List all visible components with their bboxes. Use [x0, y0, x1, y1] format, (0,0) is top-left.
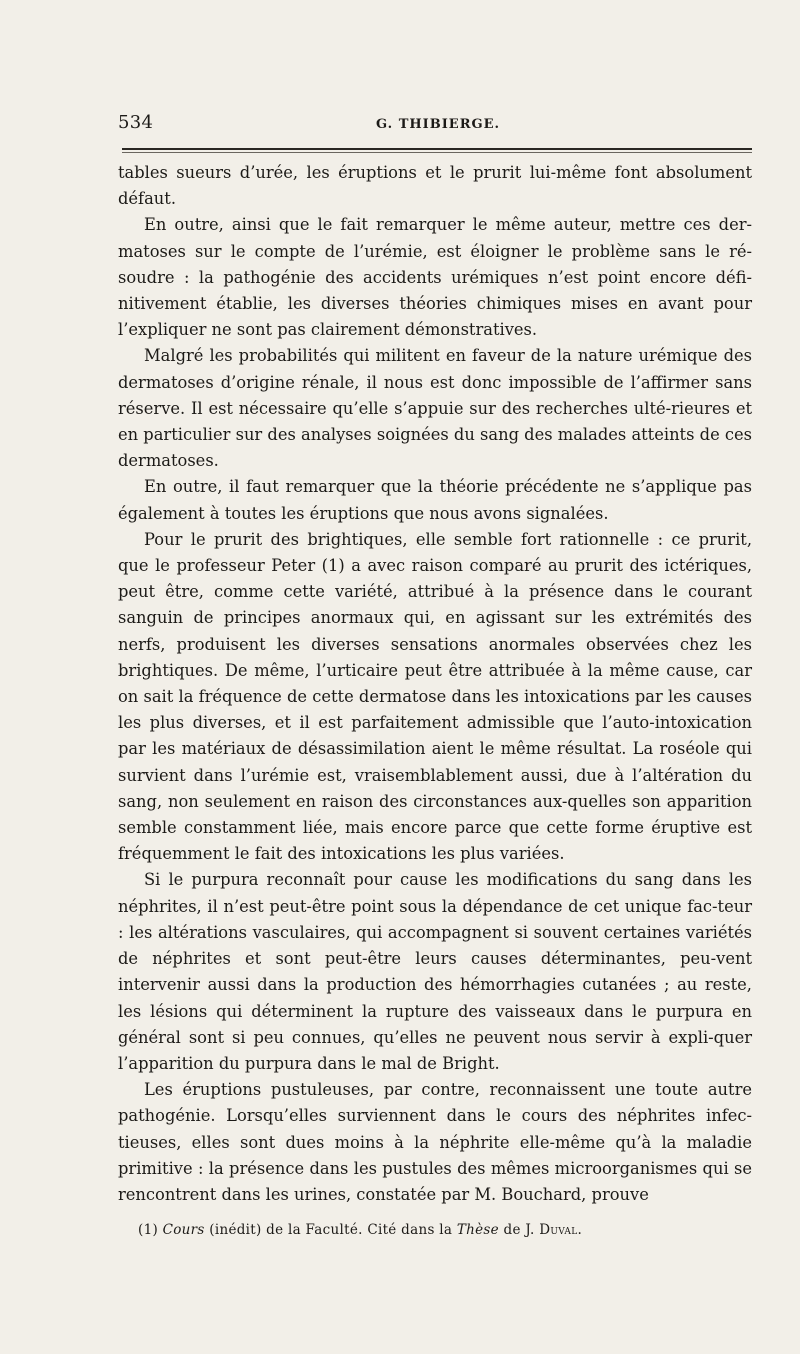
- header-rule-thin: [122, 152, 752, 153]
- footnote-text-end: de J.: [503, 1222, 535, 1238]
- running-head: G. THIBIERGE.: [376, 117, 501, 132]
- paragraph: En outre, il faut remarquer que la théorie précédente ne s’applique pas également à toutes les éruptions que nous avons signalées.: [118, 477, 752, 523]
- body-text: [118, 160, 752, 1208]
- paragraph: Pour le prurit des brightiques, elle semble fort rationnelle : ce prurit, que le professeur Peter (1) a avec raison comparé au prurit des ictériques, peut être, comme cette variété, attribué à la présence dans le courant sanguin de principes anormaux qui, en agissant sur les extrémités des nerfs, produisent les diverses sensations anormales observées chez les brightiques. De même, l’urticaire peut être attribuée à la même cause, car on sait la fréquence de cette dermatose dans les intoxications par les causes les plus diverses, et il est parfaitement admissible que l’auto-intoxication par les matériaux de désassimilation aient le même résultat. La roséole qui survient dans l’urémie est, vraisemblablement aussi, due à l’altération du sang, non seulement en raison des circonstances aux-quelles son apparition semble constamment liée, mais encore parce que cette forme éruptive est fréquemment le fait des intoxications les plus variées.: [118, 529, 752, 864]
- paragraph: tables sueurs d’urée, les éruptions et le prurit lui-même font absolument défaut.: [118, 163, 752, 209]
- page-number: 534: [118, 112, 154, 133]
- footnote-marker: (1): [138, 1222, 159, 1238]
- footnote: [138, 1221, 752, 1239]
- paragraph: Malgré les probabilités qui militent en faveur de la nature urémique des dermatoses d’origine rénale, il nous est donc impossible de l’affirmer sans réserve. Il est nécessaire qu’elle s’appuie sur des recherches ulté-rieures et en particulier sur des analyses soignées du sang des malades atteints de ces dermatoses.: [118, 346, 752, 471]
- page-header: [118, 112, 752, 138]
- header-rule: [122, 148, 752, 150]
- paragraph: Les éruptions pustuleuses, par contre, reconnaissent une toute autre pathogénie. Lorsqu’elles surviennent dans le cours des néphrites infec-tieuses, elles sont dues moins à la néphrite elle-même qu’à la maladie primitive : la présence dans les pustules des mêmes microorganismes qui se rencontrent dans les urines, constatée par M. Bouchard, prouve: [118, 1080, 752, 1204]
- footnote-title: Cours: [162, 1222, 205, 1238]
- footnote-text: (inédit) de la Faculté. Cité dans la: [209, 1222, 453, 1238]
- footnote-author: Duval.: [539, 1222, 583, 1238]
- paragraph: En outre, ainsi que le fait remarquer le même auteur, mettre ces der-matoses sur le compte de l’urémie, est éloigner le problème sans le ré-soudre : la pathogénie des accidents urémiques n’est point encore défi-nitivement établie, les diverses théories chimiques mises en avant pour l’expliquer ne sont pas clairement démonstratives.: [118, 215, 752, 340]
- paragraph: Si le purpura reconnaît pour cause les modifications du sang dans les néphrites, il n’est peut-être point sous la dépendance de cet unique fac-teur : les altérations vasculaires, qui accompagnent si souvent certaines variétés de néphrites et sont peut-être leurs causes déterminantes, peu-vent intervenir aussi dans la production des hémorrhagies cutanées ; au reste, les lésions qui déterminent la rupture des vaisseaux dans le purpura en général sont si peu connues, qu’elles ne peuvent nous servir à expli-quer l’apparition du purpura dans le mal de Bright.: [118, 870, 752, 1073]
- footnote-title-2: Thèse: [456, 1222, 499, 1238]
